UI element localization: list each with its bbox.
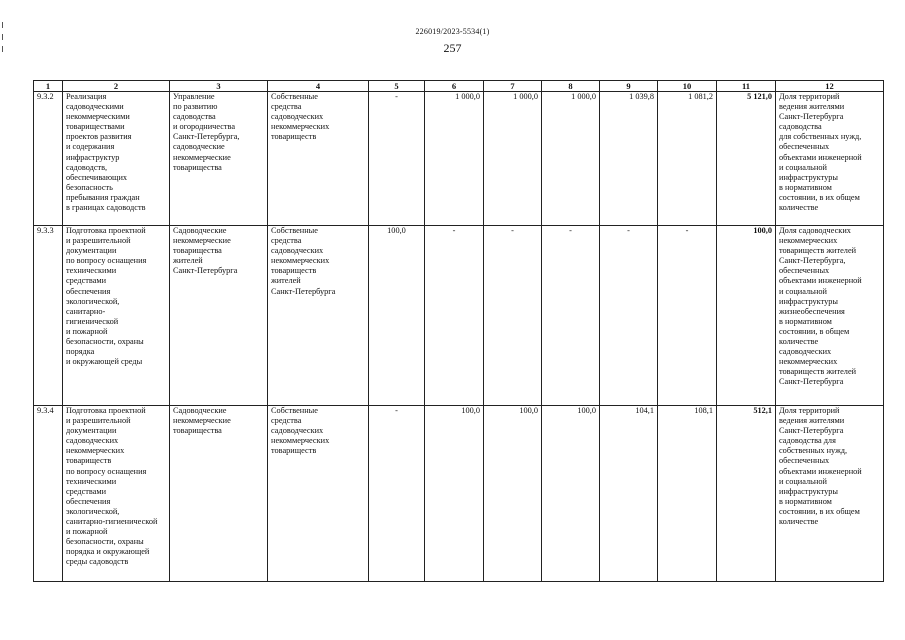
column-header: 12 — [776, 81, 884, 92]
value-col9: 1 039,8 — [600, 92, 658, 226]
value-col5: 100,0 — [369, 226, 425, 406]
item-indicator: Доля территорий ведения жителями Санкт-Петербурга садоводства для собственных нужд, обеспеченных объектами инженерной и социальной инфраструктуры в нормативном состоянии, в их общем количестве — [776, 406, 884, 582]
value-col6: - — [425, 226, 484, 406]
value-col9: - — [600, 226, 658, 406]
value-total: 5 121,0 — [717, 92, 776, 226]
column-header: 1 — [34, 81, 63, 92]
item-name: Реализация садоводческими некоммерческими товариществами проектов развития и содержания инфраструктур садоводств, обеспечивающих безопасность пребывания граждан в границах садоводств — [63, 92, 170, 226]
value-col6: 100,0 — [425, 406, 484, 582]
value-col10: 1 081,2 — [658, 92, 717, 226]
value-col10: - — [658, 226, 717, 406]
item-funding-source: Собственные средства садоводческих некоммерческих товариществ — [268, 406, 369, 582]
column-header: 9 — [600, 81, 658, 92]
value-col8: - — [542, 226, 600, 406]
item-name: Подготовка проектной и разрешительной документации по вопросу оснащения техническими средствами обеспечения экологической, санитарно- гигиенической и пожарной безопасности, охраны порядка и окружающей среды — [63, 226, 170, 406]
item-funding-source: Собственные средства садоводческих некоммерческих товариществ — [268, 92, 369, 226]
value-col8: 1 000,0 — [542, 92, 600, 226]
document-id: 226019/2023-5534(1) — [415, 27, 490, 36]
column-header: 11 — [717, 81, 776, 92]
value-col6: 1 000,0 — [425, 92, 484, 226]
column-header: 3 — [170, 81, 268, 92]
value-col7: 100,0 — [484, 406, 542, 582]
item-executor: Садоводческие некоммерческие товарищества — [170, 406, 268, 582]
value-col5: - — [369, 406, 425, 582]
value-col7: - — [484, 226, 542, 406]
page-number: 257 — [443, 41, 462, 55]
item-indicator: Доля садоводческих некоммерческих товариществ жителей Санкт-Петербурга, обеспеченных объектами инженерной и социальной инфраструктуры жизнеобеспечения в нормативном состоянии, в общем количестве садоводческих некоммерческих товариществ жителей Санкт-Петербурга — [776, 226, 884, 406]
item-code: 9.3.4 — [34, 406, 63, 582]
value-col10: 108,1 — [658, 406, 717, 582]
table-row — [34, 92, 884, 226]
column-header: 6 — [425, 81, 484, 92]
item-funding-source: Собственные средства садоводческих некоммерческих товариществ жителей Санкт-Петербурга — [268, 226, 369, 406]
column-header: 2 — [63, 81, 170, 92]
column-header: 7 — [484, 81, 542, 92]
value-total: 100,0 — [717, 226, 776, 406]
column-header: 8 — [542, 81, 600, 92]
column-header: 10 — [658, 81, 717, 92]
column-header: 4 — [268, 81, 369, 92]
item-executor: Садоводческие некоммерческие товарищества жителей Санкт-Петербурга — [170, 226, 268, 406]
header-row — [34, 81, 884, 92]
value-col5: - — [369, 92, 425, 226]
value-col9: 104,1 — [600, 406, 658, 582]
table-row — [34, 406, 884, 582]
value-total: 512,1 — [717, 406, 776, 582]
item-indicator: Доля территорий ведения жителями Санкт-Петербурга садоводства для собственных нужд, обеспеченных объектами инженерной и социальной инфраструктуры в нормативном состоянии, в их общем количестве — [776, 92, 884, 226]
item-name: Подготовка проектной и разрешительной документации садоводческих некоммерческих товариществ по вопросу оснащения техническими средствами обеспечения экологической, санитарно-гигиенической и пожарной безопасности, охраны порядка и окружающей среды садоводств — [63, 406, 170, 582]
item-code: 9.3.3 — [34, 226, 63, 406]
value-col7: 1 000,0 — [484, 92, 542, 226]
program-table — [33, 80, 884, 582]
column-header: 5 — [369, 81, 425, 92]
item-executor: Управление по развитию садоводства и огородничества Санкт-Петербурга, садоводческие некоммерческие товарищества — [170, 92, 268, 226]
value-col8: 100,0 — [542, 406, 600, 582]
table-row — [34, 226, 884, 406]
item-code: 9.3.2 — [34, 92, 63, 226]
